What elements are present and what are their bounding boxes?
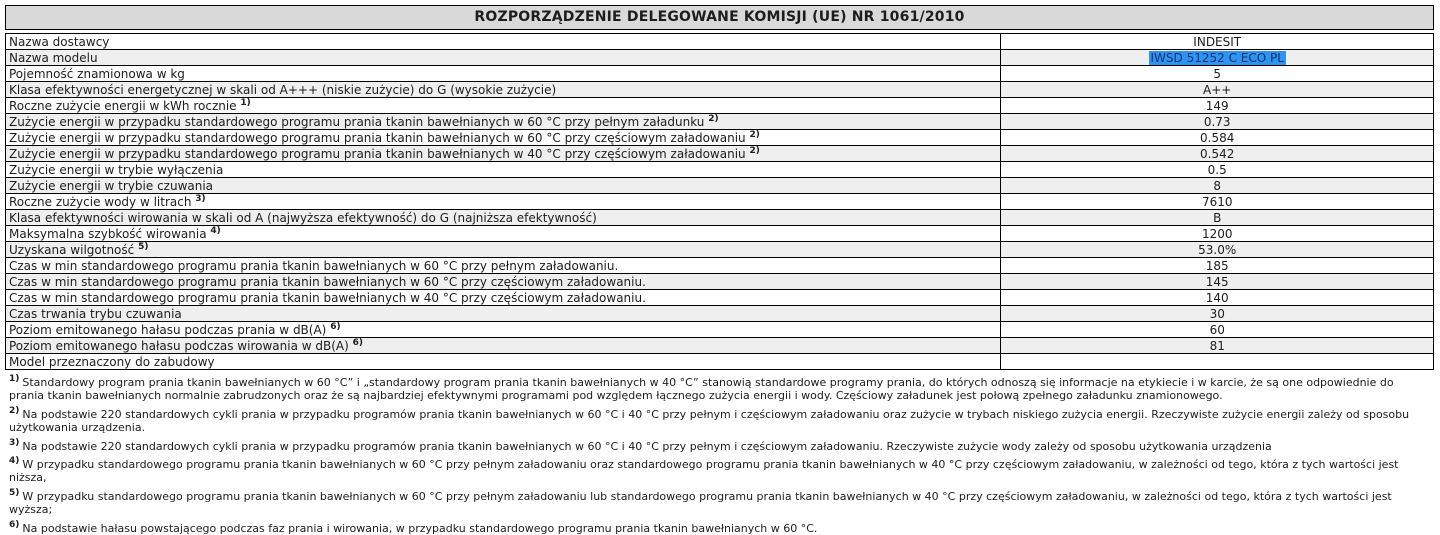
row-label: Model przeznaczony do zabudowy	[6, 354, 1001, 370]
table-row	[6, 178, 1434, 194]
table-row	[6, 114, 1434, 130]
table-row	[6, 146, 1434, 162]
row-value	[1001, 50, 1434, 66]
footnote-ref: 4)	[210, 225, 221, 236]
row-value: 0.5	[1001, 162, 1434, 178]
row-label: Klasa efektywności energetycznej w skali od A+++ (niskie zużycie) do G (wysokie zużycie)	[6, 82, 1001, 98]
table-row	[6, 226, 1434, 242]
row-label: Poziom emitowanego hałasu podczas wirowania w dB(A) $^{6)}$	[6, 338, 1001, 354]
footnote-number: 2)	[9, 406, 20, 417]
spec-table-body	[6, 34, 1434, 370]
table-row	[6, 98, 1434, 114]
row-label: Roczne zużycie wody w litrach $^{3)}$	[6, 194, 1001, 210]
row-value: 7610	[1001, 194, 1434, 210]
row-label: Nazwa dostawcy	[6, 34, 1001, 50]
row-value: 81	[1001, 338, 1434, 354]
footnote: $^{3)}$ Na podstawie 220 standardowych cykli prania w przypadku programów prania tkanin bawełnianych w 60 °C i 40 °C przy pełnym i częściowym załadowaniu. Rzeczywiste zużycie wody zależy od sposobu użytkowania urządzenia	[9, 437, 1272, 453]
footnote-ref: 6)	[330, 321, 341, 332]
table-row	[6, 354, 1434, 370]
footnote-ref: 2)	[749, 129, 760, 140]
row-label: Czas trwania trybu czuwania	[6, 306, 1001, 322]
table-row	[6, 66, 1434, 82]
row-label: Klasa efektywności wirowania w skali od A (najwyższa efektywność) do G (najniższa efektywność)	[6, 210, 1001, 226]
table-row	[6, 50, 1434, 66]
row-label: Poziom emitowanego hałasu podczas prania w dB(A) $^{6)}$	[6, 322, 1001, 338]
row-label: Roczne zużycie energii w kWh rocznie $^{1)}$	[6, 98, 1001, 114]
row-value: A++	[1001, 82, 1434, 98]
footnote-ref: 6)	[352, 337, 363, 348]
table-row	[6, 258, 1434, 274]
row-value: 1200	[1001, 226, 1434, 242]
row-value: 30	[1001, 306, 1434, 322]
footnote: $^{5)}$ W przypadku standardowego programu prania tkanin bawełnianych w 60 °C przy pełnym załadowaniu lub standardowego programu prania tkanin bawełnianych w 40 °C przy częściowym załadowaniu, w zależności od tego, która z tych wartości jest wyższa;	[9, 488, 1392, 517]
footnote: $^{4)}$ W przypadku standardowego programu prania tkanin bawełnianych w 60 °C przy pełnym załadowaniu oraz standardowego programu prania tkanin bawełnianych w 40 °C przy częściowym załadowaniu, w zależności od tego, która z tych wartości jest niższa,	[9, 456, 1399, 485]
row-label: Pojemność znamionowa w kg	[6, 66, 1001, 82]
row-label: Zużycie energii w przypadku standardowego programu prania tkanin bawełnianych w 60 °C przy pełnym załadunku $^{2)}$	[6, 114, 1001, 130]
footnote-ref: 2)	[708, 113, 719, 124]
footnote-number: 3)	[9, 437, 20, 448]
table-row	[6, 242, 1434, 258]
footnote-ref: 3)	[195, 193, 206, 204]
row-label: Maksymalna szybkość wirowania $^{4)}$	[6, 226, 1001, 242]
footnote-ref: 5)	[138, 241, 149, 252]
table-row	[6, 322, 1434, 338]
row-label: Zużycie energii w trybie wyłączenia	[6, 162, 1001, 178]
row-label: Czas w min standardowego programu prania tkanin bawełnianych w 60 °C przy częściowym załadowaniu.	[6, 274, 1001, 290]
footnote: $^{6)}$ Na podstawie hałasu powstającego podczas faz prania i wirowania, w przypadku standardowego programu prania tkanin bawełnianych w 60 °C.	[9, 520, 818, 535]
row-value: 5	[1001, 66, 1434, 82]
row-label: Zużycie energii w przypadku standardowego programu prania tkanin bawełnianych w 60 °C przy częściowym załadowaniu $^{2)}$	[6, 130, 1001, 146]
table-row	[6, 82, 1434, 98]
row-value: 145	[1001, 274, 1434, 290]
row-value: 60	[1001, 322, 1434, 338]
table-row	[6, 306, 1434, 322]
row-value: 0.542	[1001, 146, 1434, 162]
table-row	[6, 130, 1434, 146]
footnote-ref: 2)	[749, 145, 760, 156]
table-row	[6, 34, 1434, 50]
regulation-title: ROZPORZĄDZENIE DELEGOWANE KOMISJI (UE) NR 1061/2010	[5, 5, 1434, 30]
row-value	[1001, 354, 1434, 370]
footnote-ref: 1)	[240, 97, 251, 108]
energy-fiche-table	[5, 33, 1434, 370]
footnote: $^{2)}$ Na podstawie 220 standardowych cykli prania w przypadku programów prania tkanin bawełnianych w 60 °C i 40 °C przy pełnym i częściowym załadowaniu oraz zużycie w trybach niskiego zużycia energii. Rzeczywiste zużycie energii zależy od sposobu użytkowania urządzenia.	[9, 406, 1410, 435]
footnote-number: 6)	[9, 520, 20, 530]
footnote-number: 5)	[9, 488, 20, 499]
row-value: 8	[1001, 178, 1434, 194]
table-row	[6, 274, 1434, 290]
footnote-number: 4)	[9, 456, 20, 467]
table-row	[6, 290, 1434, 306]
row-label: Czas w min standardowego programu prania tkanin bawełnianych w 40 °C przy częściowym załadowaniu.	[6, 290, 1001, 306]
footnote: $^{1)}$ Standardowy program prania tkanin bawełnianych w 60 °C” i „standardowy program prania tkanin bawełnianych w 40 °C” stanowią standardowe programy prania, do których odnoszą się informacje na etykiecie i w karcie, że są one odpowiednie do prania tkanin bawełnianych normalnie zabrudzonych oraz że są najbardziej efektywnymi programami pod względem łącznego zużycia energii i wody. Częściowy załadunek jest połową zpełnego załadunku znamionowego.	[9, 374, 1394, 403]
row-label: Zużycie energii w trybie czuwania	[6, 178, 1001, 194]
row-value: 0.584	[1001, 130, 1434, 146]
table-row	[6, 162, 1434, 178]
row-value: INDESIT	[1001, 34, 1434, 50]
footnote-number: 1)	[9, 374, 20, 385]
selected-model-text: IWSD 51252 C ECO PL	[1150, 50, 1284, 65]
row-value: 0.73	[1001, 114, 1434, 130]
row-label: Nazwa modelu	[6, 50, 1001, 66]
row-value: B	[1001, 210, 1434, 226]
footnotes-section	[5, 376, 1434, 535]
row-label: Czas w min standardowego programu prania tkanin bawełnianych w 60 °C przy pełnym załadowaniu.	[6, 258, 1001, 274]
table-row	[6, 210, 1434, 226]
row-value: 185	[1001, 258, 1434, 274]
row-value: 53.0%	[1001, 242, 1434, 258]
row-value: 149	[1001, 98, 1434, 114]
row-label: Uzyskana wilgotność $^{5)}$	[6, 242, 1001, 258]
table-row	[6, 194, 1434, 210]
row-value: 140	[1001, 290, 1434, 306]
row-label: Zużycie energii w przypadku standardowego programu prania tkanin bawełnianych w 40 °C przy częściowym załadowaniu $^{2)}$	[6, 146, 1001, 162]
table-row	[6, 338, 1434, 354]
